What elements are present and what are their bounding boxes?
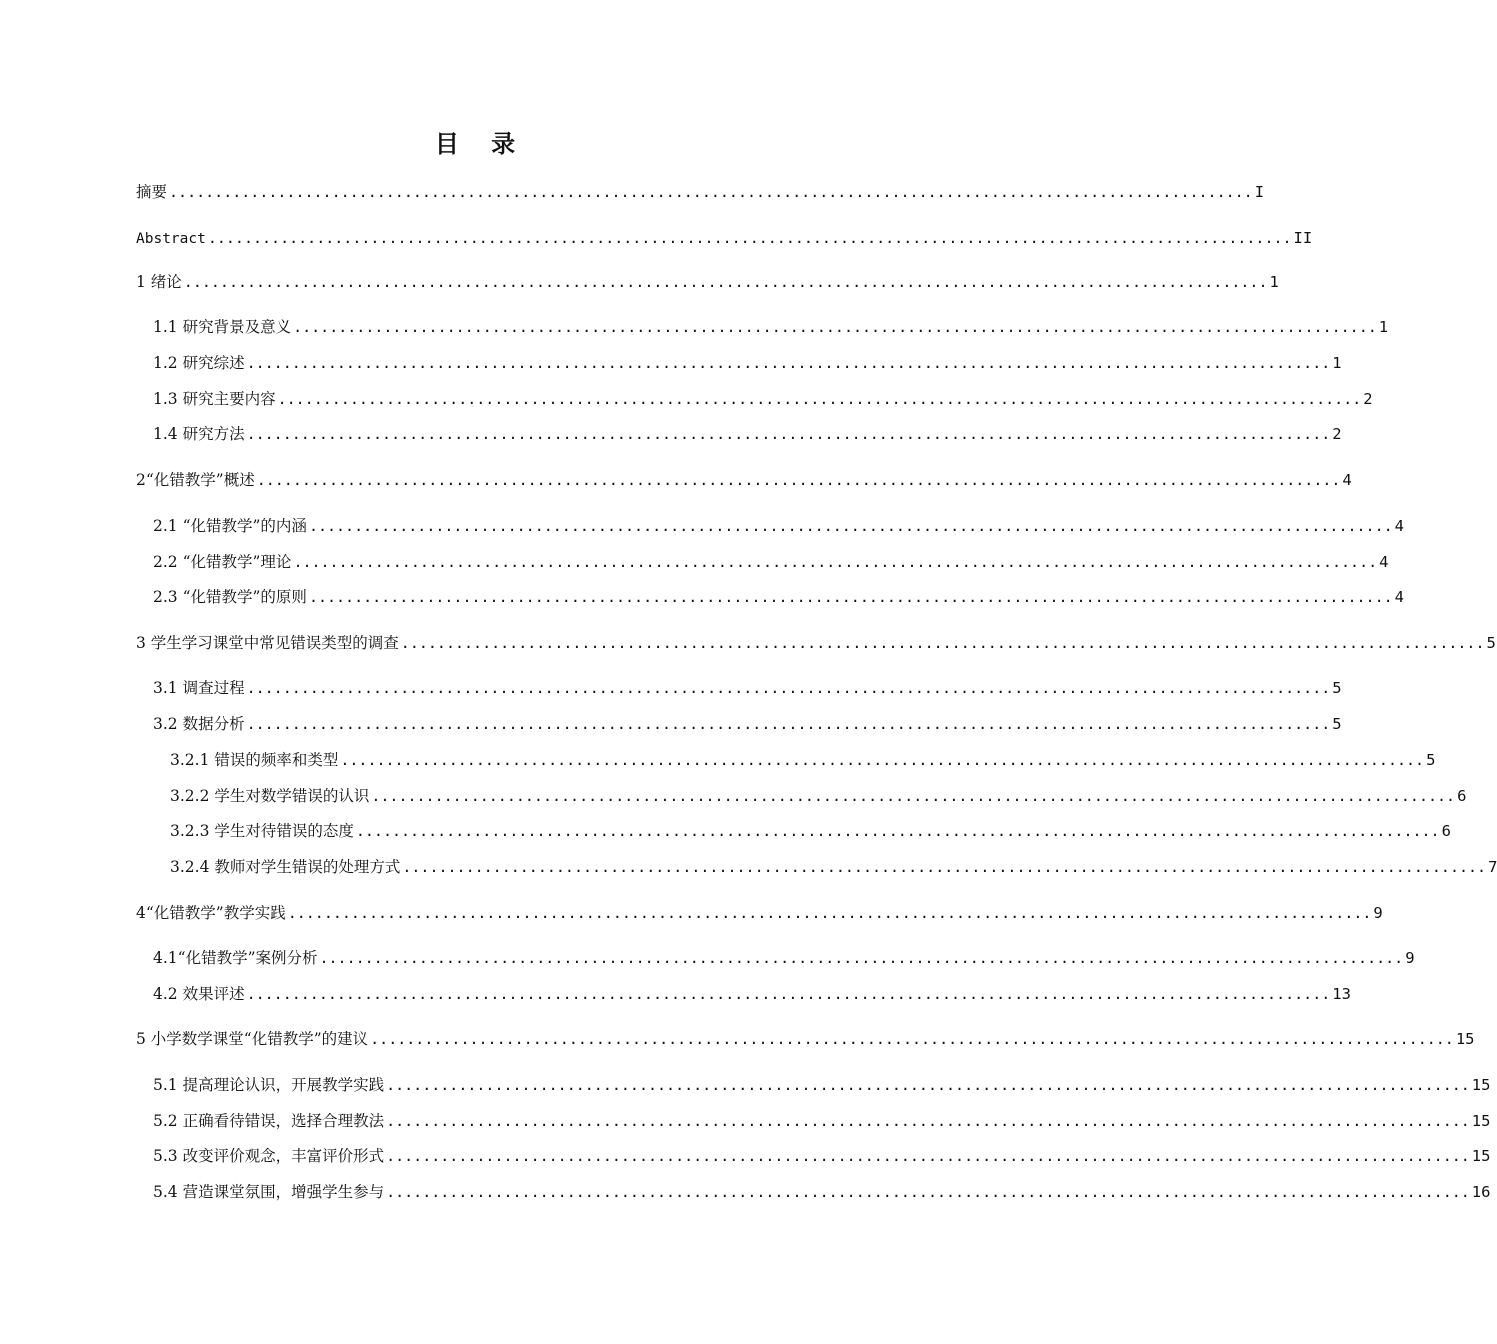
toc-entry-label: 3.2 数据分析: [153, 715, 245, 733]
toc-leader-dots: ........................................................................................................................: [308, 517, 1393, 535]
toc-entry[interactable]: [136, 901, 1383, 925]
toc-entry-label: 2.3 “化错教学”的原则: [153, 588, 307, 606]
toc-entry-label: 3.2.2 学生对数学错误的认识: [170, 787, 370, 805]
toc-entry-label: 5.1 提高理论认识，开展教学实践: [153, 1076, 385, 1094]
toc-page-number: 7: [1488, 858, 1497, 876]
toc-page-number: 6: [1457, 787, 1467, 805]
toc-title: 目 录: [434, 130, 528, 158]
toc-entry[interactable]: [153, 1073, 1491, 1097]
toc-entry-label: 3.2.4 教师对学生错误的处理方式: [170, 858, 401, 876]
toc-leader-dots: ........................................................................................................................: [246, 985, 1331, 1003]
toc-entry[interactable]: [136, 226, 1313, 250]
toc-page-number: II: [1293, 229, 1313, 247]
toc-page-number: 6: [1441, 822, 1451, 840]
toc-leader-dots: ........................................................................................................................: [293, 318, 1377, 336]
toc-entry-label: 1.1 研究背景及意义: [153, 318, 292, 336]
toc-entry-label: 1.4 研究方法: [153, 425, 245, 443]
toc-page-number: 4: [1379, 553, 1389, 571]
toc-page-number: 1: [1378, 318, 1389, 336]
toc-page-number: 4: [1394, 588, 1404, 606]
toc-entry[interactable]: [136, 468, 1352, 492]
toc-entry[interactable]: [153, 1180, 1491, 1204]
toc-leader-dots: ........................................................................................................................: [402, 858, 1487, 876]
toc-page-number: I: [1254, 183, 1265, 201]
toc-entry[interactable]: [153, 315, 1389, 339]
toc-page-number: 5: [1426, 751, 1436, 769]
toc-entry-label: 2“化错教学”概述: [136, 471, 255, 489]
toc-leader-dots: ........................................................................................................................: [370, 1030, 1454, 1048]
toc-entry-label: 1 绪论: [136, 273, 182, 291]
toc-entry[interactable]: [153, 550, 1389, 574]
toc-leader-dots: ........................................................................................................................: [386, 1112, 1470, 1130]
toc-entry[interactable]: [153, 514, 1404, 538]
toc-leader-dots: ........................................................................................................................: [355, 822, 1440, 840]
toc-entry-label: 1.2 研究综述: [153, 354, 245, 372]
toc-leader-dots: ........................................................................................................................: [386, 1076, 1470, 1094]
toc-page-number: 15: [1471, 1147, 1491, 1165]
toc-page-number: 2: [1332, 425, 1342, 443]
toc-entry[interactable]: [170, 855, 1497, 879]
toc-page-number: 2: [1363, 390, 1373, 408]
toc-entry[interactable]: [170, 748, 1436, 772]
toc-page-number: 16: [1471, 1183, 1491, 1201]
toc-leader-dots: ........................................................................................................................: [169, 183, 1253, 201]
toc-entry-label: 3.2.1 错误的频率和类型: [170, 751, 339, 769]
toc-entry-label: 2.1 “化错教学”的内涵: [153, 517, 307, 535]
toc-page-number: 13: [1332, 985, 1351, 1003]
toc-entry[interactable]: [153, 387, 1373, 411]
toc-page-number: 15: [1471, 1112, 1491, 1130]
toc-entry[interactable]: [136, 1027, 1475, 1051]
toc-page-number: 4: [1342, 471, 1352, 489]
toc-entry-label: 5.2 正确看待错误，选择合理教法: [153, 1112, 385, 1130]
toc-entry-label: 4.1“化错教学”案例分析: [153, 949, 318, 967]
toc-leader-dots: ........................................................................................................................: [386, 1183, 1470, 1201]
toc-entry[interactable]: [153, 585, 1404, 609]
toc-entry[interactable]: [153, 946, 1415, 970]
toc-entry[interactable]: [153, 1109, 1491, 1133]
toc-entry[interactable]: [136, 631, 1496, 655]
toc-entry[interactable]: [153, 1144, 1491, 1168]
toc-leader-dots: ........................................................................................................................: [277, 390, 1362, 408]
toc-entry-label: 5 小学数学课堂“化错教学”的建议: [136, 1030, 369, 1048]
toc-entry[interactable]: [153, 982, 1351, 1006]
toc-entry[interactable]: [153, 676, 1342, 700]
toc-entry-label: 5.4 营造课堂氛围，增强学生参与: [153, 1183, 385, 1201]
toc-entry-label: 3.2.3 学生对待错误的态度: [170, 822, 354, 840]
toc-page-number: 1: [1269, 273, 1279, 291]
toc-leader-dots: ........................................................................................................................: [207, 229, 1292, 247]
toc-entry[interactable]: [170, 819, 1451, 843]
toc-page-number: 15: [1455, 1030, 1475, 1048]
toc-page-number: 15: [1471, 1076, 1491, 1094]
toc-entry[interactable]: [153, 351, 1342, 375]
toc-page-number: 1: [1332, 354, 1342, 372]
toc-leader-dots: ........................................................................................................................: [400, 634, 1485, 652]
toc-leader-dots: ........................................................................................................................: [287, 904, 1372, 922]
toc-entry[interactable]: [170, 784, 1467, 808]
toc-page-number: 4: [1394, 517, 1404, 535]
toc-leader-dots: ........................................................................................................................: [340, 751, 1425, 769]
toc-leader-dots: ........................................................................................................................: [183, 273, 1268, 291]
toc-entry-label: 2.2 “化错教学”理论: [153, 553, 292, 571]
toc-entry[interactable]: [153, 712, 1342, 736]
toc-page-number: 5: [1486, 634, 1496, 652]
toc-entry-label: 摘要: [136, 183, 168, 201]
toc-entry[interactable]: [136, 180, 1265, 204]
toc-entry-label: 4“化错教学”教学实践: [136, 904, 286, 922]
toc-entry-label: 4.2 效果评述: [153, 985, 245, 1003]
toc-entry-label: 5.3 改变评价观念，丰富评价形式: [153, 1147, 385, 1165]
toc-leader-dots: ........................................................................................................................: [386, 1147, 1470, 1165]
toc-page-number: 9: [1373, 904, 1383, 922]
toc-leader-dots: ........................................................................................................................: [256, 471, 1341, 489]
toc-leader-dots: ........................................................................................................................: [293, 553, 1378, 571]
toc-leader-dots: ........................................................................................................................: [371, 787, 1456, 805]
toc-leader-dots: ........................................................................................................................: [319, 949, 1404, 967]
toc-leader-dots: ........................................................................................................................: [246, 425, 1331, 443]
toc-page-number: 5: [1332, 679, 1342, 697]
toc-page-number: 5: [1332, 715, 1342, 733]
toc-leader-dots: ........................................................................................................................: [246, 354, 1331, 372]
toc-entry[interactable]: [153, 422, 1342, 446]
toc-entry[interactable]: [136, 270, 1279, 294]
toc-entry-label: Abstract: [136, 231, 206, 247]
toc-entry-label: 3.1 调查过程: [153, 679, 245, 697]
toc-leader-dots: ........................................................................................................................: [308, 588, 1393, 606]
toc-leader-dots: ........................................................................................................................: [246, 715, 1331, 733]
toc-leader-dots: ........................................................................................................................: [246, 679, 1331, 697]
toc-page-number: 9: [1405, 949, 1415, 967]
toc-entry-label: 1.3 研究主要内容: [153, 390, 276, 408]
toc-entry-label: 3 学生学习课堂中常见错误类型的调查: [136, 634, 399, 652]
